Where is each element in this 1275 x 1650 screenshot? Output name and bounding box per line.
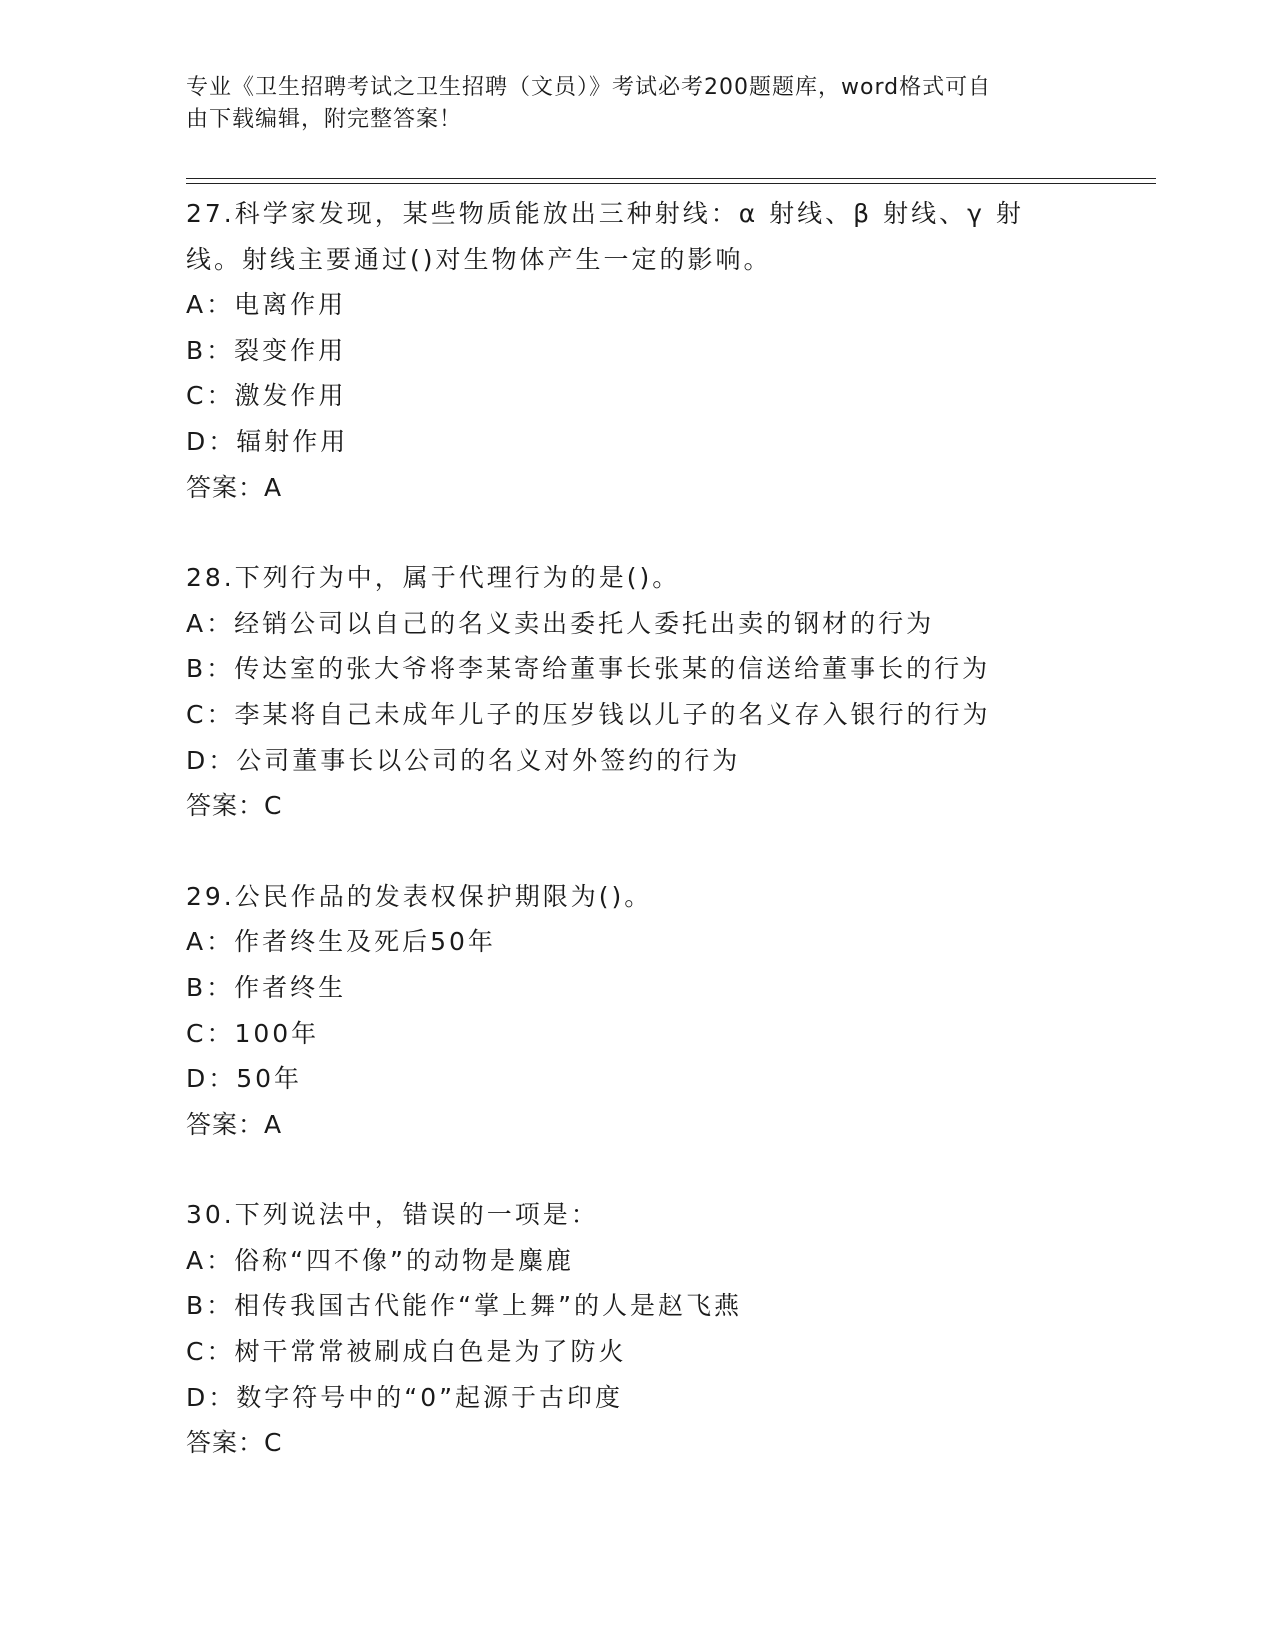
question-stem-line: 29.公民作品的发表权保护期限为()。 xyxy=(186,881,653,911)
option-d: D：公司董事长以公司的名义对外签约的行为 xyxy=(186,745,741,775)
question-30 xyxy=(186,1192,1086,1466)
answer: 答案：A xyxy=(186,1109,283,1139)
question-list xyxy=(186,191,1086,1466)
question-stem-line: 线。射线主要通过()对生物体产生一定的影响。 xyxy=(186,244,772,274)
option-a: A：俗称“四不像”的动物是麋鹿 xyxy=(186,1245,575,1275)
header-line-1: 专业《卫生招聘考试之卫生招聘（文员）》考试必考200题题库，word格式可自 xyxy=(186,75,992,100)
option-d: D：数字符号中的“0”起源于古印度 xyxy=(186,1382,624,1412)
option-b: B：传达室的张大爷将李某寄给董事长张某的信送给董事长的行为 xyxy=(186,654,991,684)
option-a: A：经销公司以自己的名义卖出委托人委托出卖的钢材的行为 xyxy=(186,608,935,638)
question-stem-line: 28.下列行为中，属于代理行为的是()。 xyxy=(186,563,681,593)
question-28 xyxy=(186,555,1086,829)
question-29 xyxy=(186,874,1086,1148)
option-b: B：相传我国古代能作“掌上舞”的人是赵飞燕 xyxy=(186,1291,743,1321)
answer: 答案：C xyxy=(186,791,283,821)
question-27 xyxy=(186,191,1086,510)
option-c: C：激发作用 xyxy=(186,381,347,411)
option-b: B：作者终生 xyxy=(186,972,347,1002)
option-d: D：辐射作用 xyxy=(186,426,349,456)
option-c: C：李某将自己未成年儿子的压岁钱以儿子的名义存入银行的行为 xyxy=(186,699,991,729)
answer: 答案：A xyxy=(186,472,283,502)
option-a: A：作者终生及死后50年 xyxy=(186,927,496,957)
document-header xyxy=(186,72,1066,136)
option-a: A：电离作用 xyxy=(186,290,347,320)
option-b: B：裂变作用 xyxy=(186,335,347,365)
answer: 答案：C xyxy=(186,1428,283,1458)
header-divider-top xyxy=(186,178,1156,179)
question-stem-line: 27.科学家发现，某些物质能放出三种射线：α 射线、β 射线、γ 射 xyxy=(186,199,1024,228)
option-c: C：树干常常被刷成白色是为了防火 xyxy=(186,1337,627,1367)
header-line-2: 由下载编辑，附完整答案！ xyxy=(186,107,463,132)
header-divider-bottom xyxy=(186,183,1156,184)
option-c: C：100年 xyxy=(186,1018,320,1048)
option-d: D：50年 xyxy=(186,1064,303,1094)
question-stem-line: 30.下列说法中，错误的一项是： xyxy=(186,1200,599,1230)
